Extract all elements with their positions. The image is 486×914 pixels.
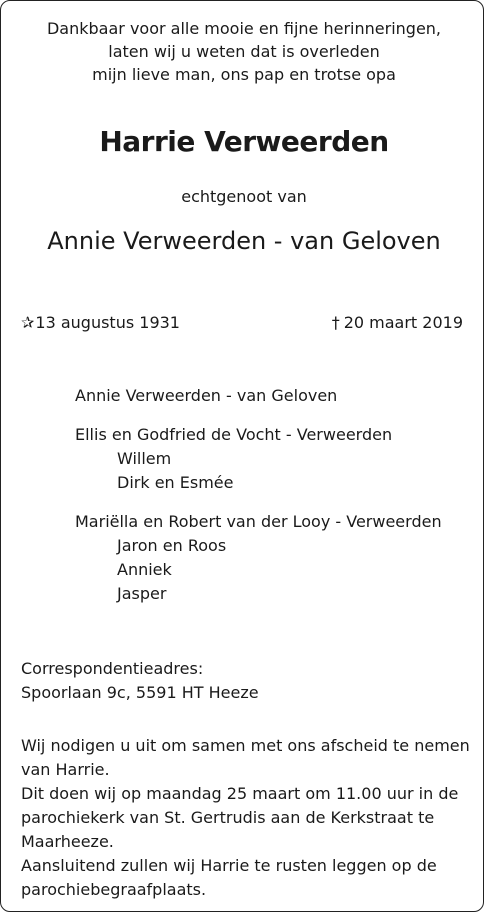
invitation-paragraph: Wij nodigen u uit om samen met ons afscheid te nemen van Harrie.: [21, 736, 470, 779]
spouse-label: echtgenoot van: [181, 187, 307, 206]
deceased-name: Harrie Verweerden: [99, 125, 389, 158]
death-date-text: 20 maart 2019: [343, 313, 463, 332]
family-member: Ellis en Godfried de Vocht - Verweerden: [75, 425, 393, 444]
star-icon: ✰: [21, 313, 35, 332]
family-member: Dirk en Esmée: [117, 473, 234, 492]
death-date: [332, 313, 463, 332]
family-member: Mariëlla en Robert van der Looy - Verweerden: [75, 512, 442, 531]
intro-line-2: laten wij u weten dat is overleden: [108, 42, 380, 61]
correspondence-address: Spoorlaan 9c, 5591 HT Heeze: [21, 683, 259, 702]
intro-line-3: mijn lieve man, ons pap en trotse opa: [92, 65, 396, 84]
correspondence-label: Correspondentieadres:: [21, 659, 204, 678]
family-member: Jaron en Roos: [117, 536, 227, 555]
burial-paragraph: Aansluitend zullen wij Harrie te rusten leggen op de parochiebegraafplaats.: [21, 856, 437, 899]
family-member: Annie Verweerden - van Geloven: [75, 386, 338, 405]
family-member: Anniek: [117, 560, 172, 579]
family-member: Willem: [117, 449, 172, 468]
intro-line-1: Dankbaar voor alle mooie en fijne herinneringen,: [46, 19, 442, 38]
spouse-name: Annie Verweerden - van Geloven: [47, 227, 441, 255]
birth-date-text: 13 augustus 1931: [35, 313, 180, 332]
birth-date: [21, 313, 180, 332]
service-paragraph: Dit doen wij op maandag 25 maart om 11.00 uur in de parochiekerk van St. Gertrudis aan de Kerkstraat te Maarheeze.: [21, 784, 459, 851]
family-member: Jasper: [117, 584, 167, 603]
cross-icon: †: [331, 313, 340, 332]
